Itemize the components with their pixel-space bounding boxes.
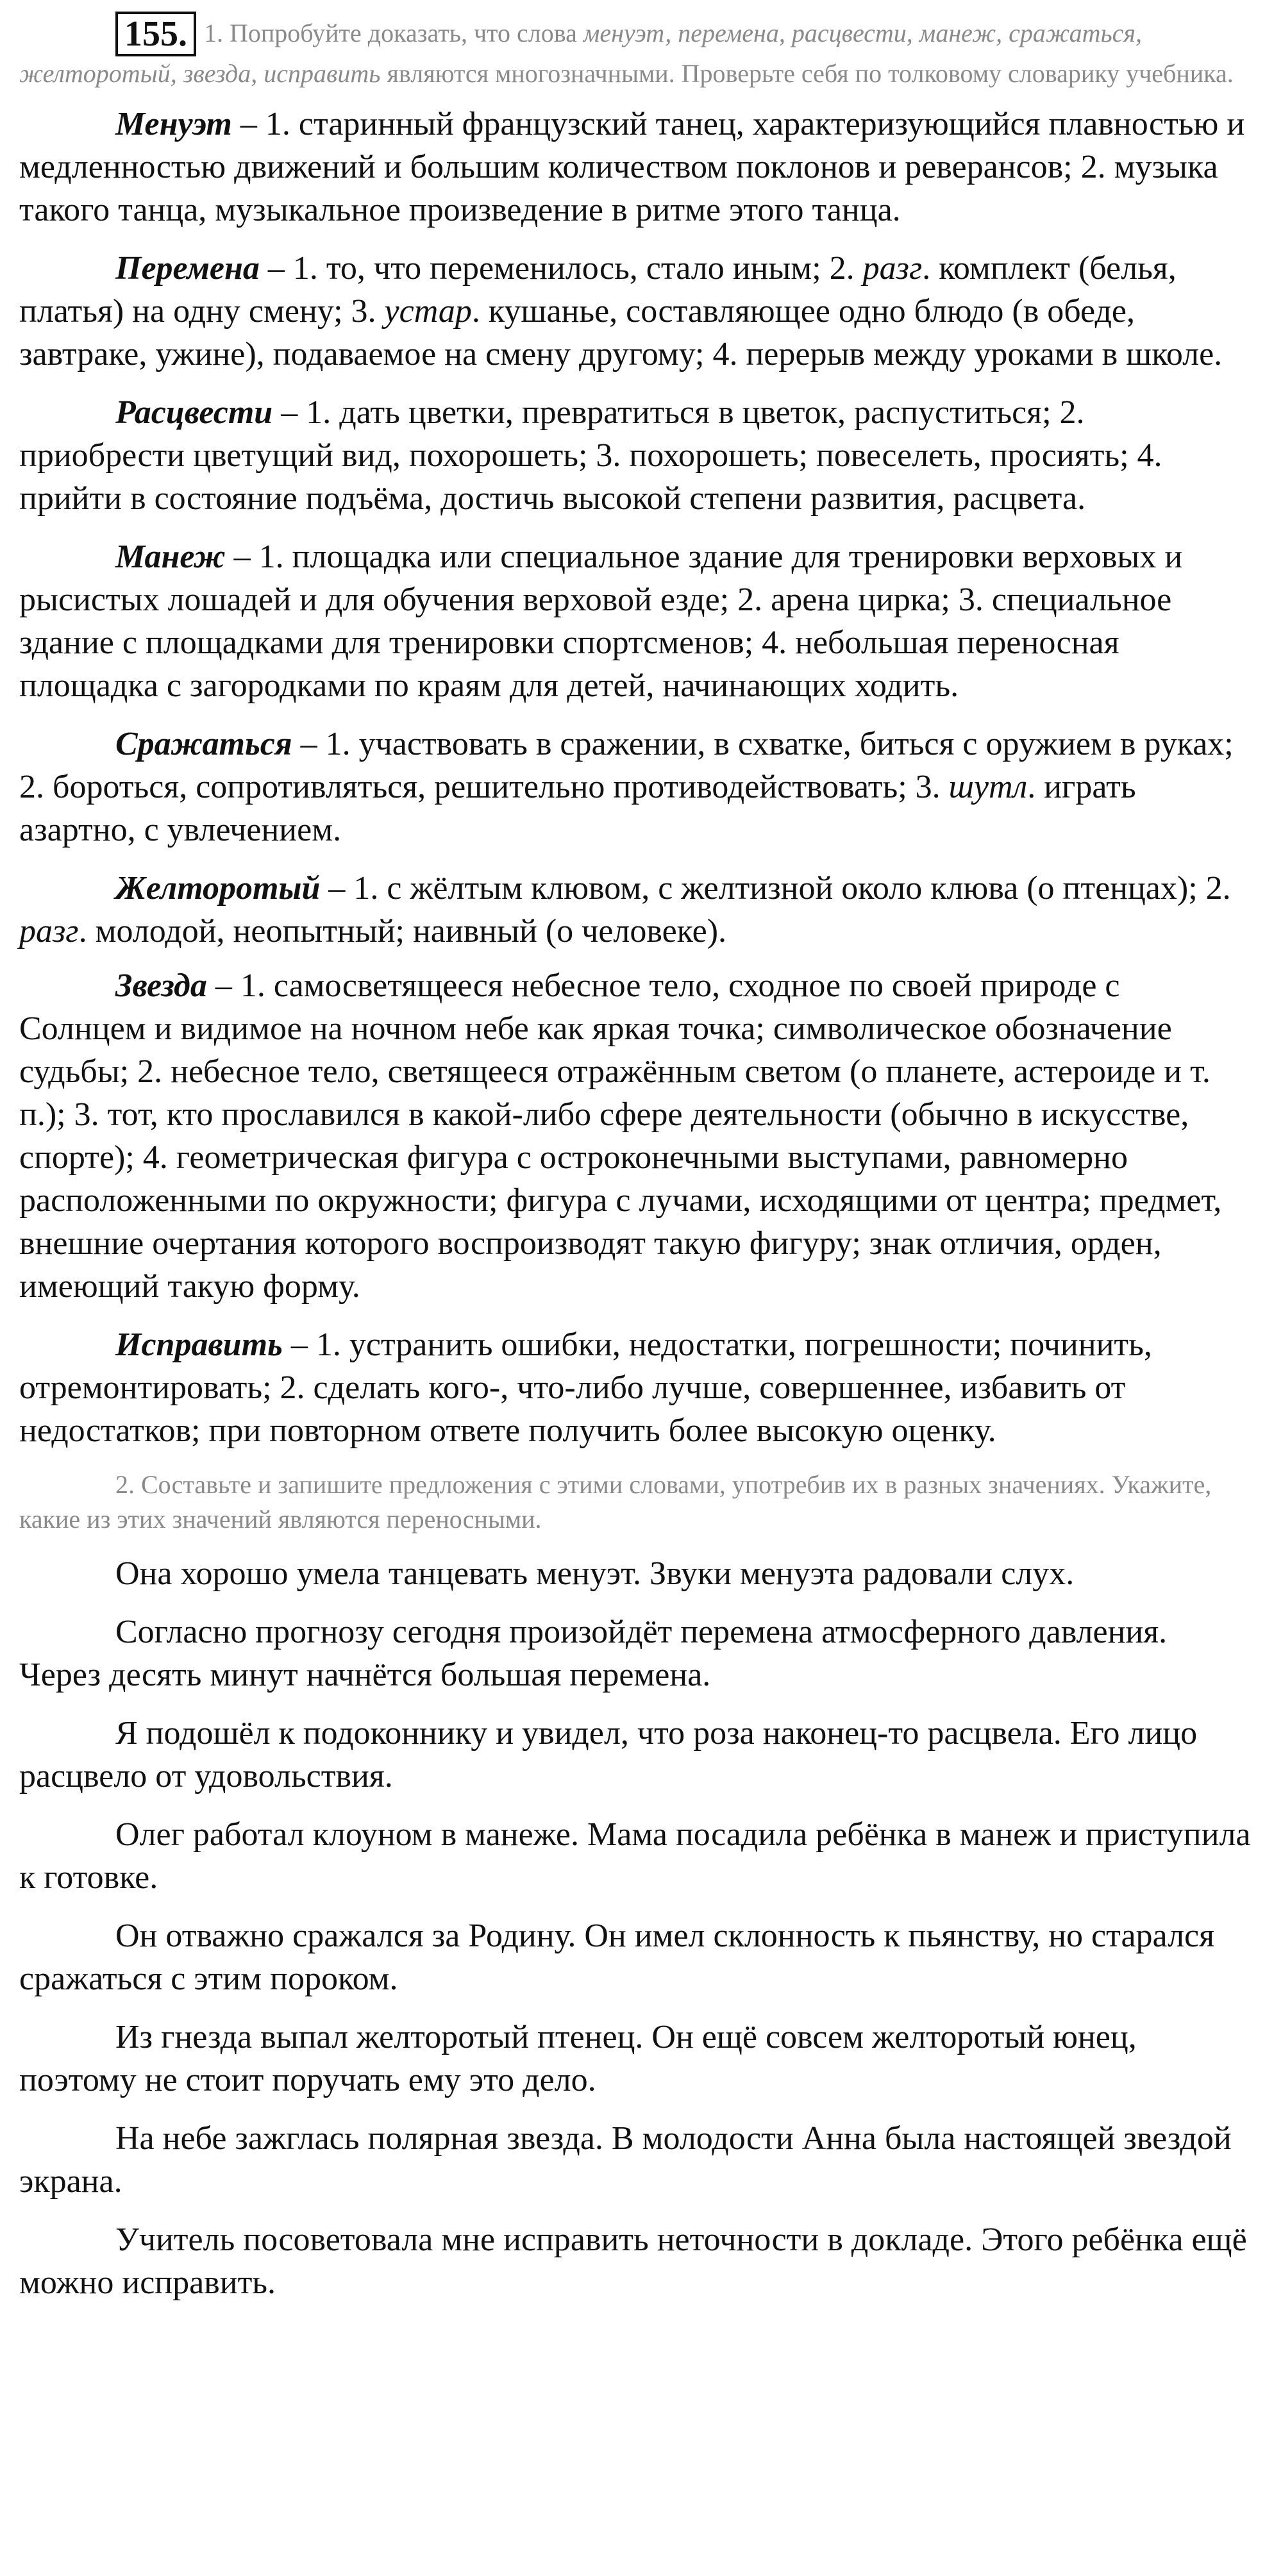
task-1-suffix: являются многозначными. Проверьте себя по толковому словарику учебника. <box>380 59 1234 88</box>
entry-rascvesti <box>19 391 1255 520</box>
entry-definition-part: – 1. с жёлтым клювом, с желтизной около клюва (о птенцах); 2. <box>320 870 1231 907</box>
entry-term: Менуэт <box>115 106 232 142</box>
task-2: 2. Составьте и запишите предложения с этими словами, употребив их в разных значениях. Укажите, какие из этих значений являются переносными. <box>19 1470 1212 1534</box>
entry-ispravit <box>19 1323 1255 1452</box>
entry-zvezda <box>19 964 1255 1308</box>
entry-usage-mark: устар <box>384 293 472 330</box>
entry-usage-mark: разг <box>19 913 79 949</box>
entry-definition: – 1. площадка или специальное здание для тренировки верховых и рысистых лошадей и для обучения верховой езде; 2. арена цирка; 3. специальное здание с площадками для тренировки спортсменов; 4. небольшая переносная площадка с загородками по краям для детей, начинающих ходить. <box>19 539 1183 704</box>
entry-definition: – 1. дать цветки, превратиться в цветок, распуститься; 2. приобрести цветущий вид, похорошеть; 3. похорошеть; повеселеть, просиять; 4. прийти в состояние подъёма, достичь высокой степени развития, расцвета. <box>19 394 1162 517</box>
entry-peremena <box>19 247 1255 376</box>
entry-manezh <box>19 535 1255 707</box>
exercise-number: 155. <box>115 12 196 56</box>
task-1-words: менуэт, перемена, расцвести, манеж, сражаться, желторотый, звезда, исправить <box>19 19 1143 88</box>
sentence-rascvesti: Я подошёл к подоконнику и увидел, что роза наконец-то расцвела. Его лицо расцвело от удовольствия. <box>19 1715 1198 1794</box>
entry-menuet <box>19 103 1255 231</box>
entry-term: Желторотый <box>115 870 321 907</box>
entry-term: Манеж <box>115 539 226 575</box>
entry-term: Сражаться <box>115 726 292 762</box>
entry-definition: – 1. устранить ошибки, недостатки, погрешности; починить, отремонтировать; 2. сделать кого-, что-либо лучше, совершеннее, избавить от недостатков; при повторном ответе получить более высокую оценку. <box>19 1326 1152 1449</box>
entry-term: Исправить <box>115 1326 283 1363</box>
entry-definition-part: . играть азартно, с увлечением. <box>19 769 1136 848</box>
entry-definition-part: – 1. то, что переменилось, стало иным; 2. <box>259 250 863 287</box>
sentence-peremena: Согласно прогнозу сегодня произойдёт перемена атмосферного давления. Через десять минут начнётся большая перемена. <box>19 1614 1168 1693</box>
task-1 <box>19 12 1255 91</box>
sentence-ispravit: Учитель посоветовала мне исправить неточности в докладе. Этого ребёнка ещё можно исправить. <box>19 2221 1247 2301</box>
entry-term: Расцвести <box>115 394 273 431</box>
entry-definition-part: . комплект (белья, платья) на одну смену; 3. <box>19 250 1177 330</box>
entry-zheltorotyi <box>19 867 1255 953</box>
task-1-prefix: 1. Попробуйте доказать, что слова <box>204 19 583 47</box>
sentence-zvezda: На небе зажглась полярная звезда. В молодости Анна была настоящей звездой экрана. <box>19 2120 1232 2200</box>
entry-srazhatsya <box>19 723 1255 851</box>
entry-definition-part: – 1. участвовать в сражении, в схватке, биться с оружием в руках; 2. бороться, сопротивляться, решительно противодействовать; 3. <box>19 726 1234 805</box>
entry-term: Перемена <box>115 250 260 287</box>
entry-usage-mark: разг <box>862 250 923 287</box>
sentence-srazhatsya: Он отважно сражался за Родину. Он имел склонность к пьянству, но старался сражаться с этим пороком. <box>19 1918 1215 1997</box>
sentence-menuet: Она хорошо умела танцевать менуэт. Звуки менуэта радовали слух. <box>115 1555 1075 1592</box>
sentence-zheltorotyi: Из гнезда выпал желторотый птенец. Он ещё совсем желторотый юнец, поэтому не стоит поручать ему это дело. <box>19 2019 1137 2098</box>
entry-usage-mark: шутл <box>948 769 1028 805</box>
entry-definition: – 1. старинный французский танец, характеризующийся плавностью и медленностью движений и большим количеством поклонов и реверансов; 2. музыка такого танца, музыкальное произведение в ритме этого танца. <box>19 106 1245 228</box>
entry-definition-part: . молодой, неопытный; наивный (о человеке). <box>78 913 727 949</box>
entry-term: Звезда <box>115 967 207 1004</box>
sentence-manezh: Олег работал клоуном в манеже. Мама посадила ребёнка в манеж и приступила к готовке. <box>19 1816 1251 1896</box>
entry-definition: – 1. самосветящееся небесное тело, сходное по своей природе с Солнцем и видимое на ночном небе как яркая точка; символическое обозначение судьбы; 2. небесное тело, светящееся отражённым светом (о планете, астероиде и т. п.); 3. тот, кто прославился в какой-либо сфере деятельности (обычно в искусстве, спорте); 4. геометрическая фигура с остроконечными выступами, равномерно расположенными по окружности; фигура с лучами, исходящими от центра; предмет, внешние очертания которого воспроизводят такую фигуру; знак отличия, орден, имеющий такую форму. <box>19 967 1222 1305</box>
entry-definition-part: . кушанье, составляющее одно блюдо (в обеде, завтраке, ужине), подаваемое на смену другому; 4. перерыв между уроками в школе. <box>19 293 1223 372</box>
